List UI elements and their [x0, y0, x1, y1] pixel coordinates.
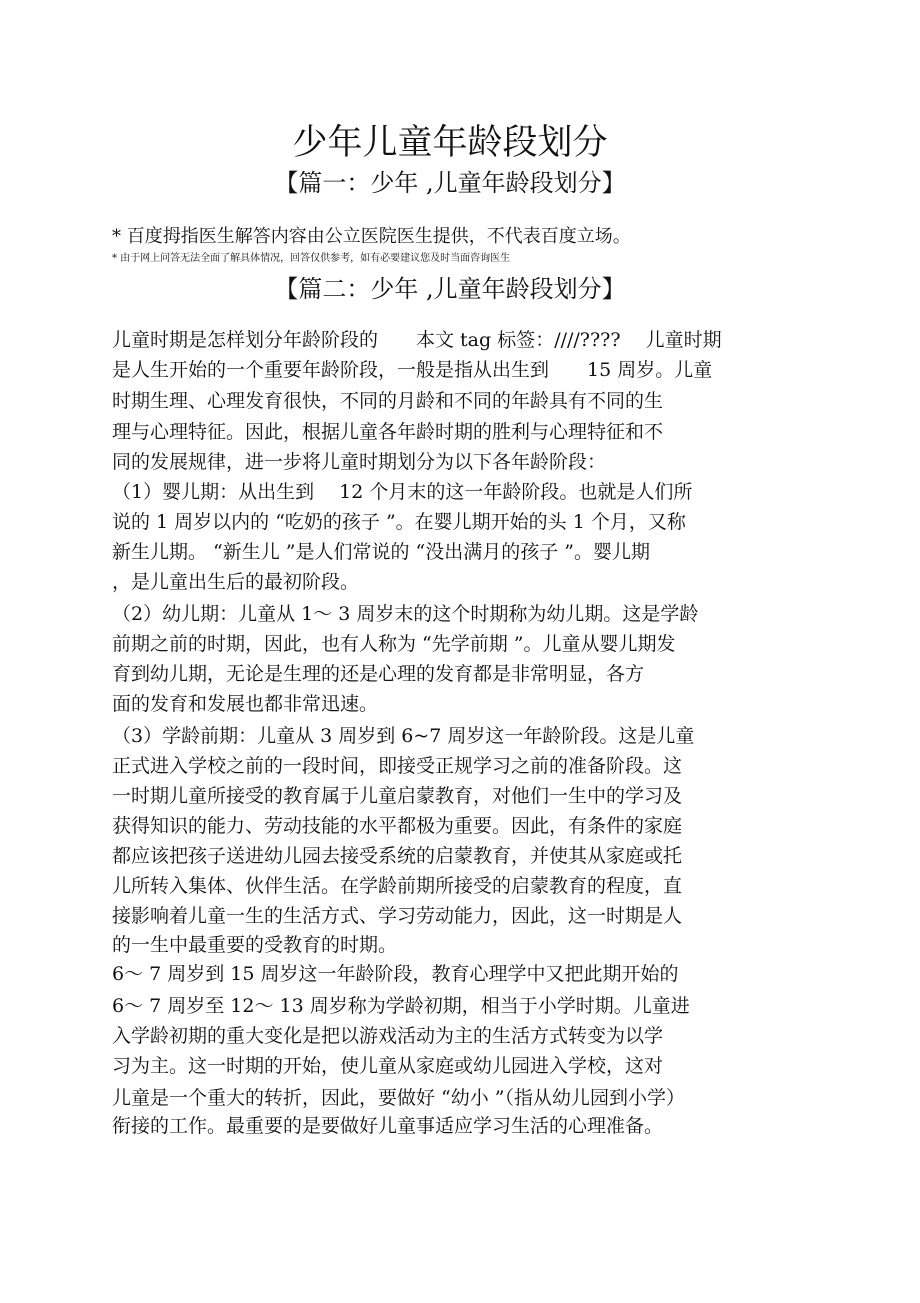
- disclaimer-note: * 百度拇指医生解答内容由公立医院医生提供，不代表百度立场。: [112, 226, 631, 247]
- document-title: 少年儿童年龄段划分: [292, 123, 608, 163]
- body-line: 获得知识的能力、劳动技能的水平都极为重要。因此，有条件的家庭: [112, 815, 683, 837]
- body-line: 一时期儿童所接受的教育属于儿童启蒙教育，对他们一生中的学习及: [112, 785, 683, 807]
- body-line: （2）幼儿期：儿童从 1～ 3 周岁末的这个时期称为幼儿期。这是学龄: [112, 603, 699, 625]
- body-line: 同的发展规律，进一步将儿童时期划分为以下各年龄阶段：: [112, 451, 607, 473]
- body-line: 正式进入学校之前的一段时间，即接受正规学习之前的准备阶段。这: [112, 755, 683, 777]
- body-line: 6～ 7 周岁到 15 周岁这一年龄阶段，教育心理学中又把此期开始的: [112, 963, 679, 985]
- body-line: 儿童时期是怎样划分年龄阶段的 本文 tag 标签：////???? 儿童时期: [112, 329, 722, 351]
- body-line: 的一生中最重要的受教育的时期。: [112, 934, 398, 956]
- body-line: 是人生开始的一个重要年龄阶段，一般是指从出生到 15 周岁。儿童: [112, 359, 713, 381]
- body-line: 接影响着儿童一生的生活方式、学习劳动能力，因此，这一时期是人: [112, 905, 683, 927]
- body-line: 育到幼儿期，无论是生理的还是心理的发育都是非常明显，各方: [112, 663, 645, 685]
- section-heading-2: 【篇二：少年 ,儿童年龄段划分】: [274, 275, 626, 303]
- body-line: 都应该把孩子送进幼儿园去接受系统的启蒙教育，并使其从家庭或托: [112, 845, 683, 867]
- body-line: 理与心理特征。因此，根据儿童各年龄时期的胜利与心理特征和不: [112, 421, 664, 443]
- body-line: （3）学龄前期：儿童从 3 周岁到 6~7 周岁这一年龄阶段。这是儿童: [112, 725, 695, 747]
- body-line: 6～ 7 周岁至 12～ 13 周岁称为学龄初期，相当于小学时期。儿童进: [112, 995, 690, 1017]
- section-heading-1: 【篇一：少年 ,儿童年龄段划分】: [274, 169, 626, 197]
- body-line: 入学龄初期的重大变化是把以游戏活动为主的生活方式转变为以学: [112, 1025, 664, 1047]
- body-line: 新生儿期。 “新生儿 ”是人们常说的 “没出满月的孩子 ”。婴儿期: [112, 541, 651, 563]
- body-line: 时期生理、心理发育很快，不同的月龄和不同的年龄具有不同的生: [112, 390, 664, 412]
- body-line: （1）婴儿期：从出生到 12 个月末的这一年龄阶段。也就是人们所: [112, 481, 693, 503]
- body-line: ，是儿童出生后的最初阶段。: [112, 571, 360, 593]
- body-line: 说的 1 周岁以内的 “吃奶的孩子 ”。在婴儿期开始的头 1 个月，又称: [112, 511, 686, 533]
- body-line: 儿童是一个重大的转折，因此，要做好 “幼小 ”（指从幼儿园到小学）: [112, 1087, 686, 1109]
- body-line: 衔接的工作。最重要的是要做好儿童事适应学习生活的心理准备。: [112, 1115, 664, 1137]
- disclaimer-small-note: * 由于网上问答无法全面了解具体情况，回答仅供参考，如有必要建议您及时当面咨询医生: [112, 253, 511, 264]
- body-line: 儿所转入集体、伙伴生活。在学龄前期所接受的启蒙教育的程度，直: [112, 875, 683, 897]
- body-line: 习为主。这一时期的开始，使儿童从家庭或幼儿园进入学校，这对: [112, 1055, 664, 1077]
- body-line: 面的发育和发展也都非常迅速。: [112, 693, 379, 715]
- body-line: 前期之前的时期，因此，也有人称为 “先学前期 ”。儿童从婴儿期发: [112, 633, 676, 655]
